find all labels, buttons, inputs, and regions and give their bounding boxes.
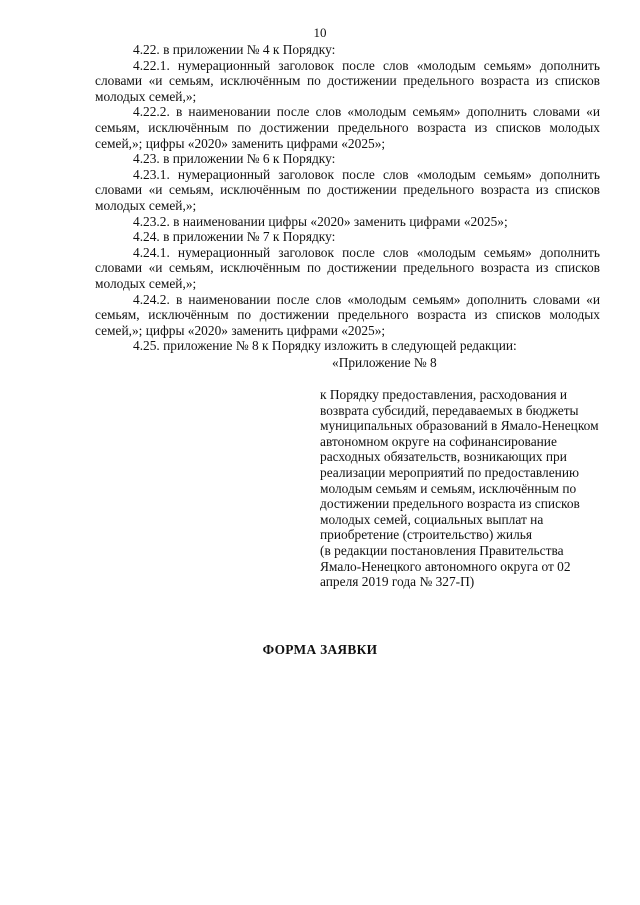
page-number: 10 [313,25,327,40]
amendments-text [95,42,600,354]
paragraph-4-22-2: 4.22.2. в наименовании после слов «молодым семьям» дополнить словами «и семьям, исключённым по достижении предельного возраста из списков молодых семей,»; цифры «2020» заменить цифрами «2025»; [95,104,600,151]
paragraph-4-25: 4.25. приложение № 8 к Порядку изложить в следующей редакции: [133,338,517,354]
paragraph-4-22: 4.22. в приложении № 4 к Порядку: [133,42,336,57]
paragraph-4-22-1: 4.22.1. нумерационный заголовок после слов «молодым семьям» дополнить словами «и семьям, исключённым по достижении предельного возраста из списков молодых семей,»; [95,57,600,104]
appendix-title: «Приложение № 8 [332,355,437,370]
paragraph-4-23-1: 4.23.1. нумерационный заголовок после слов «молодым семьям» дополнить словами «и семьям, исключённым по достижении предельного возраста из списков молодых семей,»; [95,166,600,213]
appendix-subtitle-block [320,387,605,590]
paragraph-4-24: 4.24. в приложении № 7 к Порядку: [133,229,336,245]
form-heading: ФОРМА ЗАЯВКИ [262,642,378,657]
paragraph-4-23: 4.23. в приложении № 6 к Порядку: [133,151,336,167]
paragraph-4-23-2: 4.23.2. в наименовании цифры «2020» заменить цифрами «2025»; [133,213,508,229]
paragraph-4-24-2: 4.24.2. в наименовании после слов «молодым семьям» дополнить словами «и семьям, исключённым по достижении предельного возраста из списков молодых семей,»; цифры «2020» заменить цифрами «2025»; [95,291,600,338]
appendix-subtitle: к Порядку предоставления, расходования и возврата субсидий, передаваемых в бюджеты муниципальных образований в Ямало-Ненецком автономном округе на софинансирование расходных обязательств, возникающих при реализации мероприятий по предоставлению молодым семьям и семьям, исключённым по достижении предельного возраста из списков молодых семей, социальных выплат на приобретение (строительство) жилья [320,387,599,543]
paragraph-4-24-1: 4.24.1. нумерационный заголовок после слов «молодым семьям» дополнить словами «и семьям, исключённым по достижении предельного возраста из списков молодых семей,»; [95,244,600,291]
appendix-edition-note: (в редакции постановления Правительства Ямало-Ненецкого автономного округа от 02 апреля 2019 года № 327-П) [320,542,571,590]
